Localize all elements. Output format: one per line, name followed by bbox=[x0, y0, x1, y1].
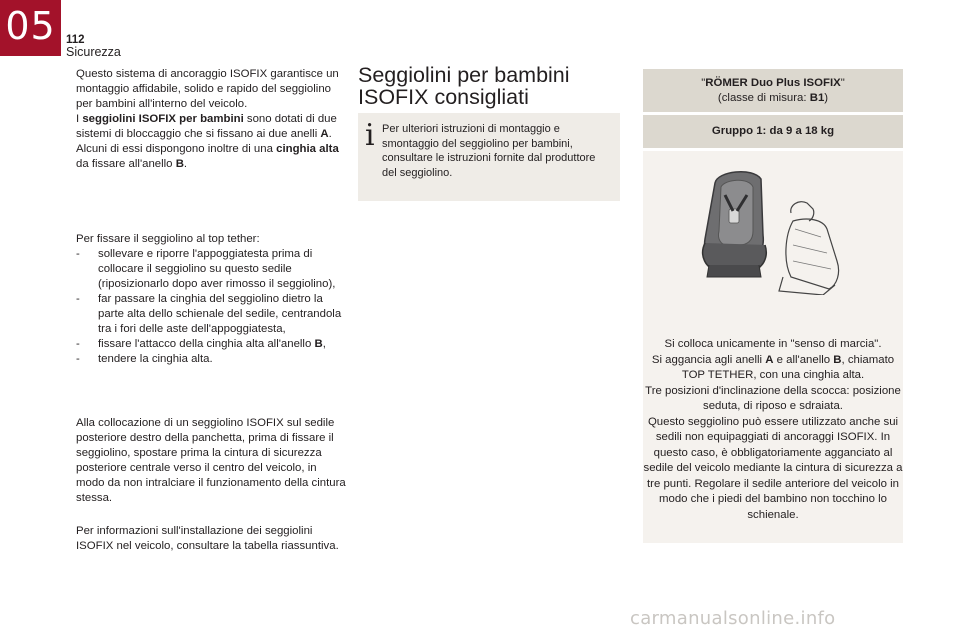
chapter-tab bbox=[0, 0, 61, 56]
size-class-label: (classe di misura: bbox=[717, 92, 810, 104]
top-tether-steps bbox=[76, 247, 346, 367]
child-seat-table bbox=[643, 69, 903, 543]
isofix-intro-paragraph bbox=[76, 67, 346, 172]
intro-text: da fissare all'anello bbox=[76, 158, 176, 170]
seat-name: RÖMER Duo Plus ISOFIX bbox=[705, 77, 841, 89]
summary-table-reference bbox=[76, 524, 346, 554]
section-title: Seggiolini per bambini ISOFIX consigliati bbox=[358, 63, 570, 109]
ring-a-label: A bbox=[765, 353, 774, 366]
ring-b-label: B bbox=[833, 353, 842, 366]
top-tether-instructions bbox=[76, 232, 346, 367]
description-line: Si colloca unicamente in "senso di marcia". bbox=[664, 338, 882, 350]
list-item: - far passare la cinghia del seggiolino dietro la parte alta dello schienale del sedile, centrandola tra i fori delle aste dell'appoggiatesta, bbox=[76, 292, 346, 337]
description-line: Tre posizioni d'inclinazione della scocca: posizione seduta, di riposo e sdraiata. bbox=[645, 384, 901, 412]
info-text: Per ulteriori istruzioni di montaggio e smontaggio del seggiolino per bambini, consultare le istruzioni fornite dal produttore del seggiolino. bbox=[382, 123, 596, 179]
list-item: - tendere la cinghia alta. bbox=[76, 352, 346, 367]
intro-text: Alcuni di essi dispongono inoltre di una bbox=[76, 143, 277, 155]
intro-bold-text: seggiolini ISOFIX per bambini bbox=[82, 113, 244, 125]
child-seat-illustration bbox=[695, 165, 845, 295]
intro-text: Questo sistema di ancoraggio ISOFIX garantisce un montaggio affidabile, solido e rapido del seggiolino per bambini all'interno del veicolo. bbox=[76, 68, 339, 110]
list-item bbox=[76, 337, 346, 352]
intro-text: I bbox=[76, 113, 83, 125]
description-text: e all'anello bbox=[773, 353, 834, 366]
size-class-label: ) bbox=[824, 92, 829, 104]
description-text: , chiamato TOP TETHER, con una cinghia alta. bbox=[681, 353, 895, 381]
vehicle-seat-icon bbox=[779, 202, 839, 295]
intro-text: sono dotati di due sistemi di bloccaggio che si fissano ai due anelli bbox=[76, 113, 337, 140]
page-number: 112 bbox=[66, 34, 85, 46]
ring-a-label: A bbox=[320, 128, 329, 140]
chapter-number: 05 bbox=[5, 4, 56, 48]
rear-seat-text: Alla collocazione di un seggiolino ISOFIX sul sedile posteriore destro della panchetta, prima di fissare il seggiolino, spostare prima la cintura di sicurezza posteriore centrale verso il centro del veicolo, in modo da non intralciare il funzionamento della cintura stessa. bbox=[76, 417, 346, 504]
list-item: - sollevare e riporre l'appoggiatesta prima di collocare il seggiolino su questo sedile (riposizionarlo dopo aver rimosso il seggiolino), bbox=[76, 247, 346, 292]
info-box bbox=[358, 113, 620, 201]
ring-b-label: B bbox=[314, 338, 323, 350]
size-class-value: B1 bbox=[809, 92, 825, 104]
section-name: Sicurezza bbox=[66, 45, 121, 59]
ring-b-label: B bbox=[175, 158, 184, 170]
intro-text: . bbox=[328, 128, 332, 140]
intro-bold-text: cinghia alta bbox=[276, 143, 339, 155]
seat-description bbox=[643, 337, 903, 523]
seat-description-cell bbox=[643, 151, 903, 543]
watermark: carmanualsonline.info bbox=[630, 608, 836, 629]
summary-reference-text: Per informazioni sull'installazione dei seggiolini ISOFIX nel veicolo, consultare la tabella riassuntiva. bbox=[76, 525, 339, 552]
top-tether-intro: Per fissare il seggiolino al top tether: bbox=[76, 233, 260, 245]
quote-mark: " bbox=[701, 77, 706, 89]
seat-name-header bbox=[643, 69, 903, 112]
rear-seat-paragraph bbox=[76, 416, 346, 506]
description-line bbox=[643, 353, 903, 384]
step-text: , bbox=[322, 338, 326, 350]
step-text: fissare l'attacco della cinghia alta all'anello bbox=[98, 338, 315, 350]
quote-mark: " bbox=[840, 77, 845, 89]
description-line: Questo seggiolino può essere utilizzato anche sui sedili non equipaggiati di ancoraggi ISOFIX. In questo caso, è obbligatoriamente agganciato al sedile del veicolo mediante la cintura di sicurezza a tre punti. Regolare il sedile anteriore del veicolo in modo che i piedi del bambino non tocchino lo schienale. bbox=[643, 415, 903, 521]
intro-text: . bbox=[183, 158, 188, 170]
weight-group-header: Gruppo 1: da 9 a 18 kg bbox=[643, 115, 903, 148]
info-icon: i bbox=[365, 118, 375, 153]
description-text: Si aggancia agli anelli bbox=[651, 353, 766, 366]
child-seat-icon bbox=[703, 172, 767, 277]
